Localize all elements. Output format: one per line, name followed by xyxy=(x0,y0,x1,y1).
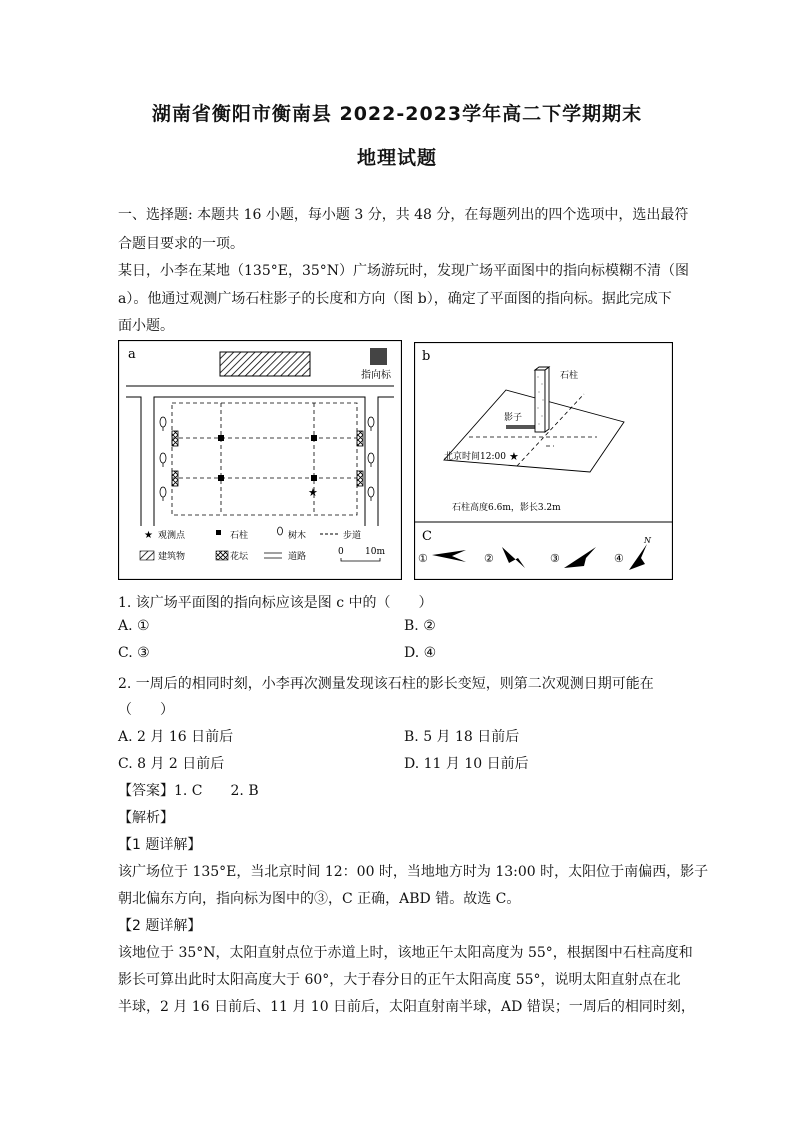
figure-b-label: b xyxy=(422,349,431,364)
option-3-label: ③ xyxy=(550,552,560,565)
building-icon xyxy=(140,551,154,560)
legend-walkway: 步道 xyxy=(343,531,362,541)
detail-2-line: 影长可算出此时太阳高度大于 60°，大于春分日的正午太阳高度 55°，说明太阳直射点在北 xyxy=(118,972,681,988)
intro-line: 合题目要求的一项。 xyxy=(118,236,244,252)
legend-flowerbed: 花坛 xyxy=(230,552,249,562)
figure-bc-shadow-diagram xyxy=(414,342,673,580)
q2-option-a: A. 2 月 16 日前后 xyxy=(118,729,234,745)
q2-option-d: D. 11 月 10 日前后 xyxy=(404,756,529,772)
north-letter: N xyxy=(644,536,651,545)
q2-option-c: C. 8 月 2 日前后 xyxy=(118,756,225,772)
pillar-caption: 石柱高度6.6m，影长3.2m xyxy=(452,503,561,513)
analysis-heading: 【解析】 xyxy=(118,810,174,826)
compass-box xyxy=(370,348,387,365)
document-title: 湖南省衡阳市衡南县 2022-2023学年高二下学期期末 xyxy=(151,103,643,125)
observer-star: ★ xyxy=(509,450,519,463)
legend-building: 建筑物 xyxy=(158,552,186,562)
q1-option-d: D. ④ xyxy=(404,645,437,661)
pillar-icon xyxy=(216,530,221,535)
compass-label: 指向标 xyxy=(361,370,391,381)
q1-option-b: B. ② xyxy=(404,618,436,634)
option-2-label: ② xyxy=(484,552,494,565)
figure-a-plaza-map xyxy=(118,340,402,580)
observation-point-star: ★ xyxy=(308,486,318,499)
legend-tree: 树木 xyxy=(288,531,307,541)
beijing-time-label: 北京时间12:00 xyxy=(444,452,506,462)
scale-length: 10m xyxy=(365,547,385,557)
figure-a-label: a xyxy=(128,347,136,362)
intro-line: 一、选择题: 本题共 16 小题，每小题 3 分，共 48 分，在每题列出的四个选项中，选出最符 xyxy=(118,207,689,223)
pillar-label: 石柱 xyxy=(560,371,579,381)
detail-2-heading: 【2 题详解】 xyxy=(118,918,202,934)
detail-2-line: 该地位于 35°N，太阳直射点位于赤道上时，该地正午太阳高度为 55°，根据图中石柱高度和 xyxy=(118,945,693,961)
question-2-stem: 2. 一周后的相同时刻，小李再次测量发现该石柱的影长变短，则第二次观测日期可能在 xyxy=(118,676,654,692)
intro-line: a）。他通过观测广场石柱影子的长度和方向（图 b），确定了平面图的指向标。据此完成下 xyxy=(118,291,672,307)
shadow xyxy=(506,425,536,429)
detail-2-line: 半球，2 月 16 日前后、11 月 10 日前后，太阳直射南半球，AD 错误；一周后的相同时刻， xyxy=(118,999,695,1015)
detail-1-line: 朝北偏东方向，指向标为图中的③，C 正确，ABD 错。故选 C。 xyxy=(118,891,521,907)
answer-heading: 【答案】 xyxy=(118,783,174,799)
intro-line: 面小题。 xyxy=(118,318,174,334)
detail-1-heading: 【1 题详解】 xyxy=(118,837,202,853)
q2-option-b: B. 5 月 18 日前后 xyxy=(404,729,520,745)
legend-observation: 观测点 xyxy=(158,531,186,541)
legend-pillar: 石柱 xyxy=(230,531,249,541)
scale-zero: 0 xyxy=(338,547,344,557)
shadow-label: 影子 xyxy=(504,413,523,423)
building xyxy=(220,352,310,376)
question-2-stem-cont: （ ） xyxy=(118,702,174,718)
star-icon: ★ xyxy=(144,530,153,541)
flowerbed-icon xyxy=(216,551,228,560)
figure-c-label: C xyxy=(422,529,432,544)
detail-1-line: 该广场位于 135°E，当北京时间 12：00 时，当地地方时为 13:00 时，太阳位于南偏西，影子 xyxy=(118,864,709,880)
stone-pillar xyxy=(535,367,549,432)
question-1-stem: 1. 该广场平面图的指向标应该是图 c 中的（ ） xyxy=(118,595,433,611)
option-1-label: ① xyxy=(418,552,428,565)
document-subtitle: 地理试题 xyxy=(356,147,437,169)
tree-icon xyxy=(278,527,283,535)
intro-line: 某日，小李在某地（135°E，35°N）广场游玩时，发现广场平面图中的指向标模糊不清（图 xyxy=(118,263,690,279)
q1-option-c: C. ③ xyxy=(118,645,150,661)
q1-option-a: A. ① xyxy=(118,618,150,634)
legend-road: 道路 xyxy=(288,552,307,562)
answer-text: 1. C 2. B xyxy=(174,783,259,799)
option-4-label: ④ xyxy=(614,552,624,565)
answer-line xyxy=(118,780,259,800)
